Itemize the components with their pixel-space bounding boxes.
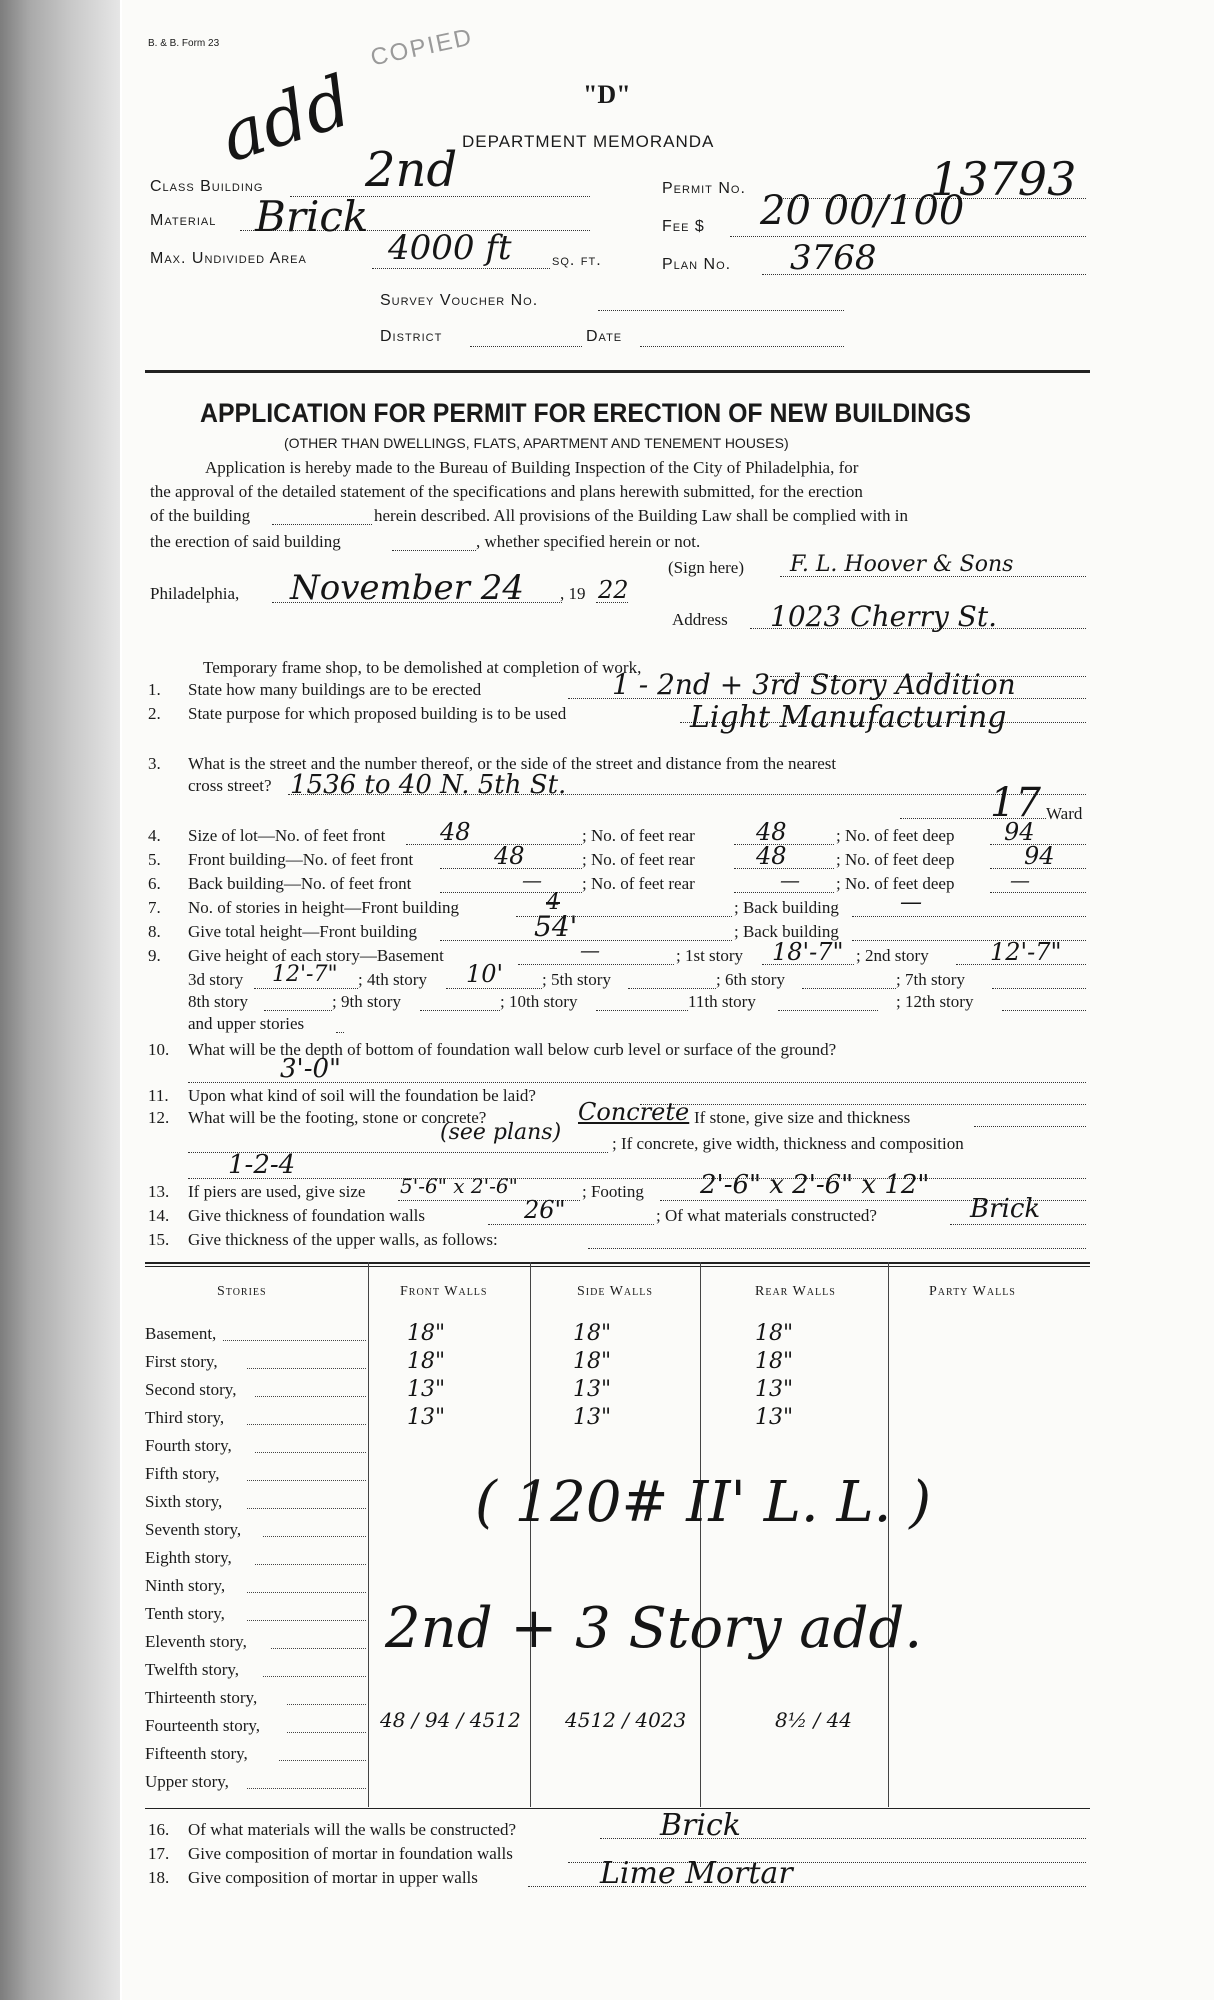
table-row (145, 1404, 1090, 1432)
story-label: Sixth story, (145, 1492, 223, 1511)
front-wall-thickness: 18" (407, 1321, 446, 1346)
area-unit: sq. ft. (552, 252, 602, 269)
story-label: Fourteenth story, (145, 1716, 261, 1735)
q12-label: What will be the footing, stone or concrete? (188, 1108, 487, 1127)
q11-number: 11. (148, 1086, 169, 1105)
class-building-label: Class Building (150, 178, 264, 195)
story-label: Ninth story, (145, 1576, 226, 1595)
max-area-label: Max. Undivided Area (150, 250, 307, 267)
q8-back-label: ; Back building (734, 922, 839, 941)
year-prefix: , 19 (560, 584, 586, 603)
first-story-label: ; 1st story (676, 946, 744, 965)
q18-number: 18. (148, 1868, 170, 1887)
rear-walls-header: Rear Walls (755, 1284, 836, 1299)
district-label: District (380, 328, 443, 345)
q6-deep-label: ; No. of feet deep (836, 874, 955, 893)
front-wall-thickness: 13" (407, 1377, 446, 1402)
story-label: Tenth story, (145, 1604, 225, 1623)
rear-wall-thickness: 13" (755, 1405, 794, 1430)
copied-stamp: COPIED (368, 23, 476, 72)
form-id: B. & B. Form 23 (148, 38, 220, 49)
sixth-story-label: ; 6th story (716, 970, 785, 989)
side-wall-thickness: 18" (573, 1321, 612, 1346)
q2-label: State purpose for which proposed building is to be used (188, 704, 567, 723)
q5-rear-label: ; No. of feet rear (582, 850, 695, 869)
q14-material-label: ; Of what materials constructed? (656, 1206, 877, 1225)
city-label: Philadelphia, (150, 584, 240, 603)
q18-value: Lime Mortar (600, 1856, 793, 1891)
q12-stone-label: If stone, give size and thickness (694, 1108, 911, 1127)
table-row (145, 1376, 1090, 1404)
q10-label: What will be the depth of bottom of foundation wall below curb level or surface of the ground? (188, 1040, 837, 1059)
q4-number: 4. (148, 826, 161, 845)
q7-value: 4 (546, 890, 560, 915)
q16-value: Brick (660, 1808, 741, 1843)
stories-header: Stories (217, 1284, 267, 1299)
q13-footing-label: ; Footing (582, 1182, 644, 1201)
story-label: Twelfth story, (145, 1660, 240, 1679)
q9-label: Give height of each story—Basement (188, 946, 444, 965)
q11-label: Upon what kind of soil will the foundation be laid? (188, 1086, 536, 1105)
class-building-value: 2nd (365, 142, 458, 198)
plan-label: Plan No. (662, 256, 732, 273)
q12-concrete-label: ; If concrete, give width, thickness and composition (612, 1134, 964, 1153)
ninth-story-label: ; 9th story (332, 992, 401, 1011)
q12-mix: 1-2-4 (228, 1150, 296, 1180)
application-subtitle: (OTHER THAN DWELLINGS, FLATS, APARTMENT AND TENEMENT HOUSES) (284, 435, 789, 451)
story-label: First story, (145, 1352, 218, 1371)
fee-label: Fee $ (662, 218, 705, 235)
q6-rear-label: ; No. of feet rear (582, 874, 695, 893)
story-label: Basement, (145, 1324, 217, 1343)
application-title: APPLICATION FOR PERMIT FOR ERECTION OF NEW BUILDINGS (200, 398, 971, 428)
q4-front: 48 (440, 818, 471, 846)
application-paragraph-1: Application is hereby made to the Bureau of Building Inspection of the City of Philadelphia, for (205, 458, 859, 477)
material-value: Brick (255, 192, 369, 241)
ward-label: Ward (1046, 804, 1083, 823)
rear-wall-thickness: 18" (755, 1349, 794, 1374)
q3-label-b: cross street? (188, 776, 272, 795)
table-row (145, 1432, 1090, 1460)
q4-deep-label: ; No. of feet deep (836, 826, 955, 845)
eighth-story-label: 8th story (188, 992, 248, 1011)
memo-title: DEPARTMENT MEMORANDA (462, 132, 715, 151)
seventh-story-label: ; 7th story (896, 970, 965, 989)
q7-number: 7. (148, 898, 161, 917)
q6-label: Back building—No. of feet front (188, 874, 412, 893)
permit-label: Permit No. (662, 180, 746, 197)
q7-label: No. of stories in height—Front building (188, 898, 460, 917)
front-wall-thickness: 13" (407, 1405, 446, 1430)
date-label: Date (586, 328, 623, 345)
q2-number: 2. (148, 704, 161, 723)
q15-label: Give thickness of the upper walls, as follows: (188, 1230, 498, 1249)
table-row (145, 1544, 1090, 1572)
front-wall-calc: 48 / 94 / 4512 (380, 1708, 521, 1732)
survey-voucher-label: Survey Voucher No. (380, 292, 539, 309)
q4-rear-label: ; No. of feet rear (582, 826, 695, 845)
q4-deep: 94 (1004, 818, 1035, 846)
basement-height: — (580, 938, 600, 962)
temporary-shop-note: Temporary frame shop, to be demolished at completion of work, (203, 658, 642, 677)
q2-value: Light Manufacturing (690, 700, 1007, 735)
q8-number: 8. (148, 922, 161, 941)
material-label: Material (150, 212, 217, 229)
story-label: Seventh story, (145, 1520, 242, 1539)
q1-value: 1 - 2nd + 3rd Story Addition (612, 668, 1016, 701)
q7-back-label: ; Back building (734, 898, 839, 917)
q5-label: Front building—No. of feet front (188, 850, 414, 869)
q4-rear: 48 (756, 818, 787, 846)
addition-note: 2nd + 3 Story add. (385, 1596, 923, 1661)
live-load-note: ( 120# II' L. L. ) (475, 1470, 932, 1535)
q8-label: Give total height—Front building (188, 922, 418, 941)
party-walls-header: Party Walls (929, 1284, 1016, 1299)
application-paragraph-4a: the erection of said building (150, 532, 341, 551)
q18-label: Give composition of mortar in upper walls (188, 1868, 478, 1887)
q1-number: 1. (148, 680, 161, 699)
q12-note: (see plans) (440, 1120, 562, 1145)
q6-front: — (522, 868, 542, 892)
first-story-height: 18'-7" (772, 938, 844, 966)
application-date: November 24 (290, 568, 524, 608)
q6-number: 6. (148, 874, 161, 893)
q4-label: Size of lot—No. of feet front (188, 826, 386, 845)
side-walls-header: Side Walls (577, 1284, 653, 1299)
q10-value: 3'-0" (280, 1054, 341, 1084)
q16-number: 16. (148, 1820, 170, 1839)
q1-label: State how many buildings are to be erected (188, 680, 482, 699)
applicant-signature: F. L. Hoover & Sons (790, 552, 1014, 577)
rear-wall-thickness: 13" (755, 1377, 794, 1402)
q3-number: 3. (148, 754, 161, 773)
q9-number: 9. (148, 946, 161, 965)
q8-value: 54' (534, 910, 578, 943)
front-walls-header: Front Walls (400, 1284, 488, 1299)
fourth-story-height: 10' (466, 960, 504, 988)
rear-wall-thickness: 18" (755, 1321, 794, 1346)
side-wall-calc: 4512 / 4023 (565, 1708, 687, 1732)
book-binding-shadow (0, 0, 120, 2000)
application-paragraph-3b: herein described. All provisions of the Building Law shall be complied with in (374, 506, 908, 525)
q5-deep-label: ; No. of feet deep (836, 850, 955, 869)
story-label: Fifth story, (145, 1464, 220, 1483)
story-label: Third story, (145, 1408, 225, 1427)
q14-label: Give thickness of foundation walls (188, 1206, 426, 1225)
q6-deep: — (1010, 868, 1030, 892)
q14-number: 14. (148, 1206, 170, 1225)
front-wall-thickness: 18" (407, 1349, 446, 1374)
application-year: 22 (598, 576, 629, 604)
walls-thickness-table (145, 1262, 1090, 1812)
fifth-story-label: ; 5th story (542, 970, 611, 989)
fourth-story-label: ; 4th story (358, 970, 427, 989)
q17-number: 17. (148, 1844, 170, 1863)
q7-back-value: — (900, 890, 922, 915)
q5-deep: 94 (1024, 842, 1055, 870)
table-row (145, 1348, 1090, 1376)
side-wall-thickness: 18" (573, 1349, 612, 1374)
q6-rear: — (780, 868, 800, 892)
q5-rear: 48 (756, 842, 787, 870)
q14-value: 26" (524, 1196, 566, 1224)
fee-value: 20 00/100 (760, 188, 965, 234)
story-label: Fourth story, (145, 1436, 232, 1455)
q14-material: Brick (970, 1194, 1041, 1224)
q3-value: 1536 to 40 N. 5th St. (290, 770, 567, 800)
second-story-label: ; 2nd story (856, 946, 929, 965)
q3-label-a: What is the street and the number thereof, or the side of the street and distance from the nearest (188, 754, 837, 773)
q10-number: 10. (148, 1040, 170, 1059)
application-paragraph-3a: of the building (150, 506, 251, 525)
rear-wall-calc: 8½ / 44 (775, 1708, 853, 1732)
third-story-label: 3d story (188, 970, 244, 989)
q12-value: Concrete (578, 1098, 690, 1126)
story-label: Second story, (145, 1380, 237, 1399)
upper-stories-label: and upper stories (188, 1014, 305, 1033)
sign-label: (Sign here) (668, 558, 745, 577)
application-paragraph-4b: , whether specified herein or not. (476, 532, 701, 551)
address-label: Address (672, 610, 728, 629)
story-label: Fifteenth story, (145, 1744, 248, 1763)
q13-footing: 2'-6" x 2'-6" x 12" (700, 1170, 930, 1200)
twelfth-story-label: ; 12th story (896, 992, 974, 1011)
q15-number: 15. (148, 1230, 170, 1249)
q13-label: If piers are used, give size (188, 1182, 366, 1201)
q5-front: 48 (494, 842, 525, 870)
story-label: Eleventh story, (145, 1632, 247, 1651)
q13-number: 13. (148, 1182, 170, 1201)
permit-number: 13793 (930, 152, 1077, 206)
memo-letter: "D" (583, 80, 631, 109)
table-row (145, 1740, 1090, 1768)
q5-number: 5. (148, 850, 161, 869)
third-story-height: 12'-7" (272, 962, 338, 987)
applicant-address: 1023 Cherry St. (770, 600, 998, 633)
story-label: Eighth story, (145, 1548, 232, 1567)
table-row (145, 1768, 1090, 1796)
q13-value: 5'-6" x 2'-6" (400, 1174, 518, 1198)
second-story-height: 12'-7" (990, 938, 1062, 966)
ward-value: 17 (990, 780, 1041, 826)
max-area-value: 4000 ft (388, 228, 512, 268)
tenth-story-label: ; 10th story (500, 992, 578, 1011)
application-paragraph-2: the approval of the detailed statement of the specifications and plans herewith submitted, for the erection (150, 482, 863, 501)
side-wall-thickness: 13" (573, 1377, 612, 1402)
q17-label: Give composition of mortar in foundation walls (188, 1844, 513, 1863)
q12-number: 12. (148, 1108, 170, 1127)
q16-label: Of what materials will the walls be constructed? (188, 1820, 517, 1839)
side-wall-thickness: 13" (573, 1405, 612, 1430)
plan-number: 3768 (790, 238, 877, 278)
story-label: Thirteenth story, (145, 1688, 258, 1707)
eleventh-story-label: 11th story (688, 992, 756, 1011)
corner-note: add (210, 59, 361, 179)
table-row (145, 1320, 1090, 1348)
story-label: Upper story, (145, 1772, 229, 1791)
